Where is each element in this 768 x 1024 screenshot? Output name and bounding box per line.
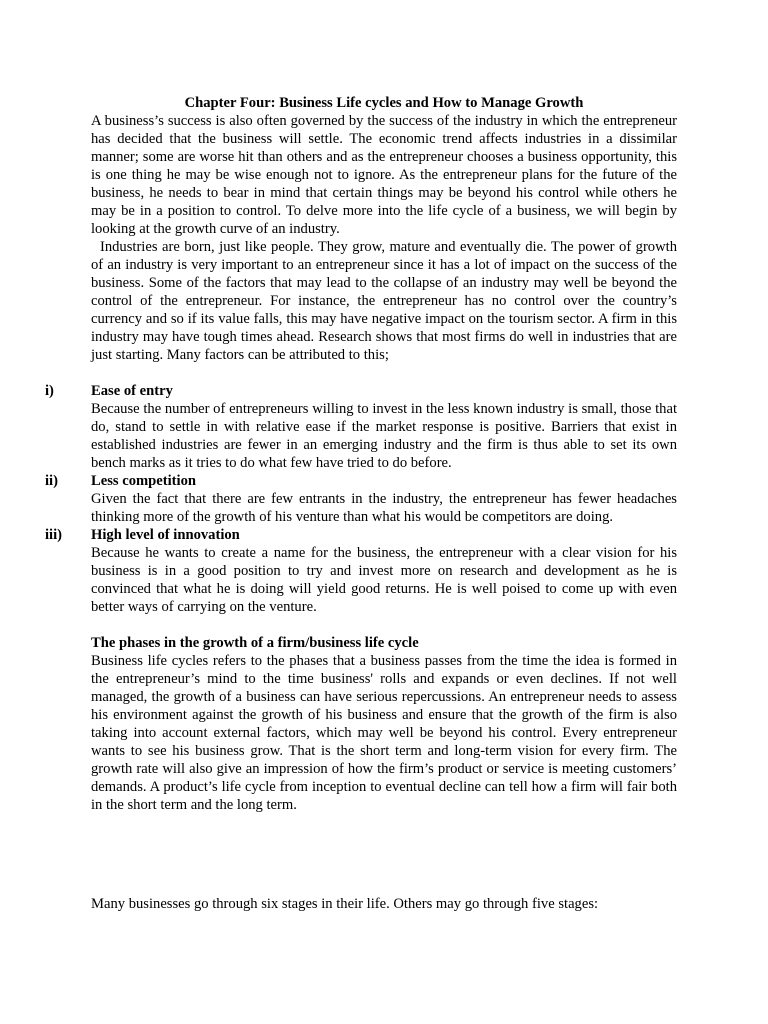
spacer bbox=[91, 616, 677, 634]
list-item bbox=[45, 526, 677, 616]
factor-number: iii) bbox=[45, 527, 63, 543]
section-paragraph: Business life cycles refers to the phases that a business passes from the time the idea is formed in the entrepreneur’s mind to the time business' rolls and expands or even declines. If not well managed, the growth of a business can have serious repercussions. An entrepreneur needs to assess his environment against the growth of his business and ensure that the growth of the firm is also taking into account external factors, which may well be beyond his control. Every entrepreneur wants to see his business grow. That is the short term and long-term vision for every firm. The growth rate will also give an impression of how the firm’s product or service is meeting customers’ demands. A product’s life cycle from inception to eventual decline can tell how a firm will fair both in the short term and the long term. bbox=[91, 653, 677, 813]
spacer bbox=[91, 364, 677, 382]
factor-title: High level of innovation bbox=[91, 527, 240, 543]
factor-heading bbox=[45, 526, 677, 544]
factor-number: ii) bbox=[45, 473, 58, 489]
factor-text: Given the fact that there are few entrants in the industry, the entrepreneur has fewer headaches thinking more of the growth of his venture than what his would be competitors are doing. bbox=[91, 491, 677, 525]
list-item bbox=[45, 382, 677, 472]
closing-line: Many businesses go through six stages in their life. Others may go through five stages: bbox=[91, 896, 599, 912]
intro-paragraph-2: Industries are born, just like people. They grow, mature and eventually die. The power of growth of an industry is very important to an entrepreneur since it has a lot of impact on the success of the business. Some of the factors that may lead to the collapse of an industry may well be beyond the control of the entrepreneur. For instance, the entrepreneur has no control over the country’s currency and so if its value falls, this may have negative impact on the tourism sector. A firm in this industry may have tough times ahead. Research shows that most firms do well in industries that are just starting. Many factors can be attributed to this; bbox=[91, 239, 681, 363]
factor-number: i) bbox=[45, 383, 54, 399]
factor-list bbox=[45, 382, 677, 616]
factor-title: Less competition bbox=[91, 473, 196, 489]
page-title: Chapter Four: Business Life cycles and How to Manage Growth bbox=[184, 95, 584, 111]
factor-heading bbox=[45, 382, 677, 400]
factor-title: Ease of entry bbox=[91, 383, 173, 399]
factor-text: Because the number of entrepreneurs willing to invest in the less known industry is small, those that do, stand to settle in with relative ease if the market response is positive. Barriers that exist in established industries are fewer in an emerging industry and the firm is thus able to set its own bench marks as it tries to do what few have tried to do before. bbox=[91, 401, 677, 471]
section-heading: The phases in the growth of a firm/business life cycle bbox=[91, 635, 419, 651]
document-body bbox=[45, 94, 681, 814]
factor-heading bbox=[45, 472, 677, 490]
factor-text: Because he wants to create a name for the business, the entrepreneur with a clear vision for his business is in a good position to try and invest more on research and development as he is convinced that what he is doing will yield good returns. He is well poised to come up with even better ways of carrying on the venture. bbox=[91, 545, 677, 615]
intro-paragraph-1: A business’s success is also often governed by the success of the industry in which the entrepreneur has decided that the business will settle. The economic trend affects industries in a dissimilar manner; some are worse hit than others and as the entrepreneur chooses a business opportunity, this is one thing he may be wise enough not to ignore. As the entrepreneur plans for the future of the business, he needs to bear in mind that certain things may be beyond his control while others he may be in a position to control. To delve more into the life cycle of a business, we will begin by looking at the growth curve of an industry. bbox=[91, 113, 677, 237]
list-item bbox=[45, 472, 677, 526]
